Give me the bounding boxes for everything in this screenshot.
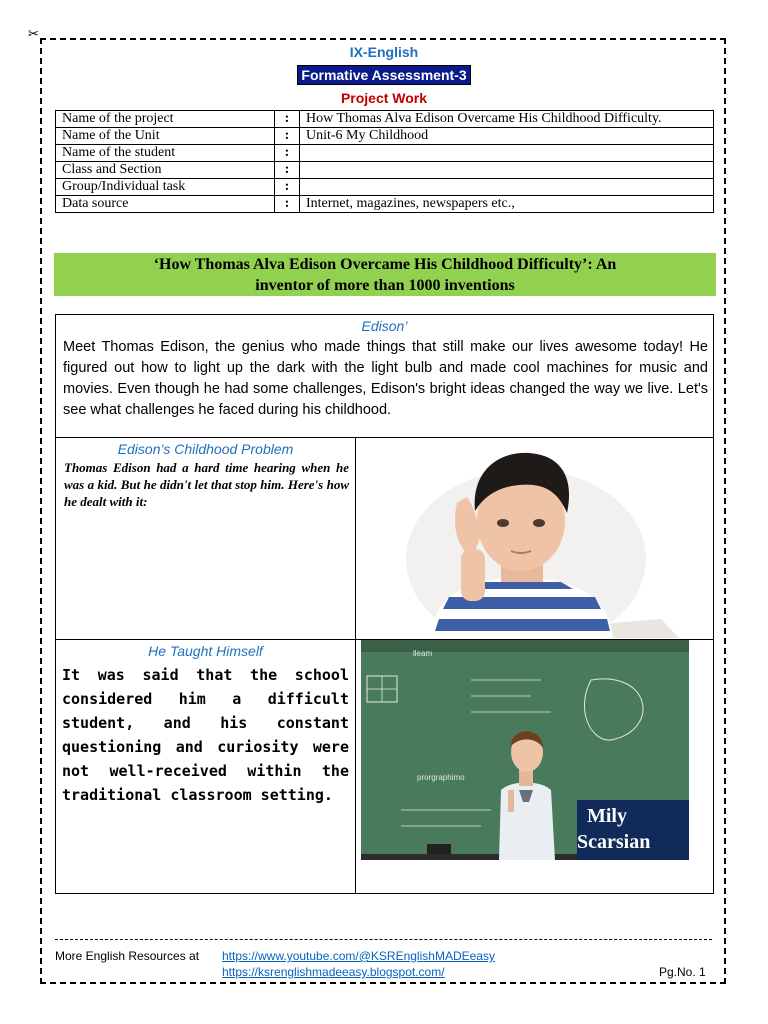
table-row xyxy=(56,111,714,128)
task-type-field[interactable] xyxy=(300,179,714,196)
assessment-title xyxy=(0,67,768,83)
intro-text: Meet Thomas Edison, the genius who made things that still make our lives awesome today! He figured out how to light up the dark with the light bulb and made cool machines for music and movies. Even though he had some challenges, Edison's bright ideas changed the way we live. Let's see what challenges he faced during his childhood. xyxy=(63,339,708,418)
table-row xyxy=(56,145,714,162)
project-info-table xyxy=(55,110,714,213)
class-section-field[interactable] xyxy=(300,162,714,179)
youtube-link[interactable]: https://www.youtube.com/@KSREnglishMADEeasy xyxy=(222,949,495,963)
table-row xyxy=(56,128,714,145)
childhood-problem-section xyxy=(55,437,356,640)
row-label: Name of the project xyxy=(56,111,275,128)
row-separator: : xyxy=(275,111,300,128)
page-number: Pg.No. 1 xyxy=(659,965,706,979)
row-separator: : xyxy=(275,179,300,196)
footer-divider xyxy=(55,939,712,940)
scissors-icon: ✂ xyxy=(28,26,39,41)
subject-title: IX-English xyxy=(349,44,419,60)
boy-listening-image xyxy=(361,439,685,638)
taught-himself-section xyxy=(55,639,356,894)
row-label: Data source xyxy=(56,196,275,213)
table-row xyxy=(56,162,714,179)
row-label: Name of the Unit xyxy=(56,128,275,145)
row-separator: : xyxy=(275,128,300,145)
title-banner xyxy=(54,253,716,296)
taught-himself-title: He Taught Himself xyxy=(148,643,263,659)
row-value: Unit-6 My Childhood xyxy=(300,128,714,145)
intro-section xyxy=(55,314,714,438)
row-label: Group/Individual task xyxy=(56,179,275,196)
student-name-field[interactable] xyxy=(300,145,714,162)
childhood-problem-title: Edison’s Childhood Problem xyxy=(117,441,294,457)
logo-text-2: Scarsian xyxy=(577,831,651,853)
childhood-problem-text: Thomas Edison had a hard time hearing when he was a kid. But he didn't let that stop him. Here's how he dealt with it: xyxy=(64,460,349,509)
assessment-label: Formative Assessment-3 xyxy=(297,65,470,85)
board-text-1: lleam xyxy=(413,649,433,658)
banner-line-2: inventor of more than 1000 inventions xyxy=(255,277,515,294)
row-value: How Thomas Alva Edison Overcame His Childhood Difficulty. xyxy=(300,111,714,128)
row-label: Name of the student xyxy=(56,145,275,162)
boy-at-blackboard-image xyxy=(361,640,689,860)
taught-himself-text: It was said that the school considered him a difficult student, and his constant questioning and curiosity were not well-received within the traditional classroom setting. xyxy=(62,666,349,804)
intro-title: Edison’ xyxy=(361,318,408,334)
logo-text-1: Mily xyxy=(587,805,627,827)
row-separator: : xyxy=(275,196,300,213)
table-row xyxy=(56,196,714,213)
row-value: Internet, magazines, newspapers etc., xyxy=(300,196,714,213)
project-work-title: Project Work xyxy=(340,90,428,106)
table-row xyxy=(56,179,714,196)
row-label: Class and Section xyxy=(56,162,275,179)
blog-link[interactable]: https://ksrenglishmadeeasy.blogspot.com/ xyxy=(222,965,445,979)
board-text-2: prorgraphimo xyxy=(417,773,465,782)
banner-line-1: ‘How Thomas Alva Edison Overcame His Childhood Difficulty’: An xyxy=(153,256,617,273)
row-separator: : xyxy=(275,145,300,162)
footer-label: More English Resources at xyxy=(55,949,200,963)
row-separator: : xyxy=(275,162,300,179)
